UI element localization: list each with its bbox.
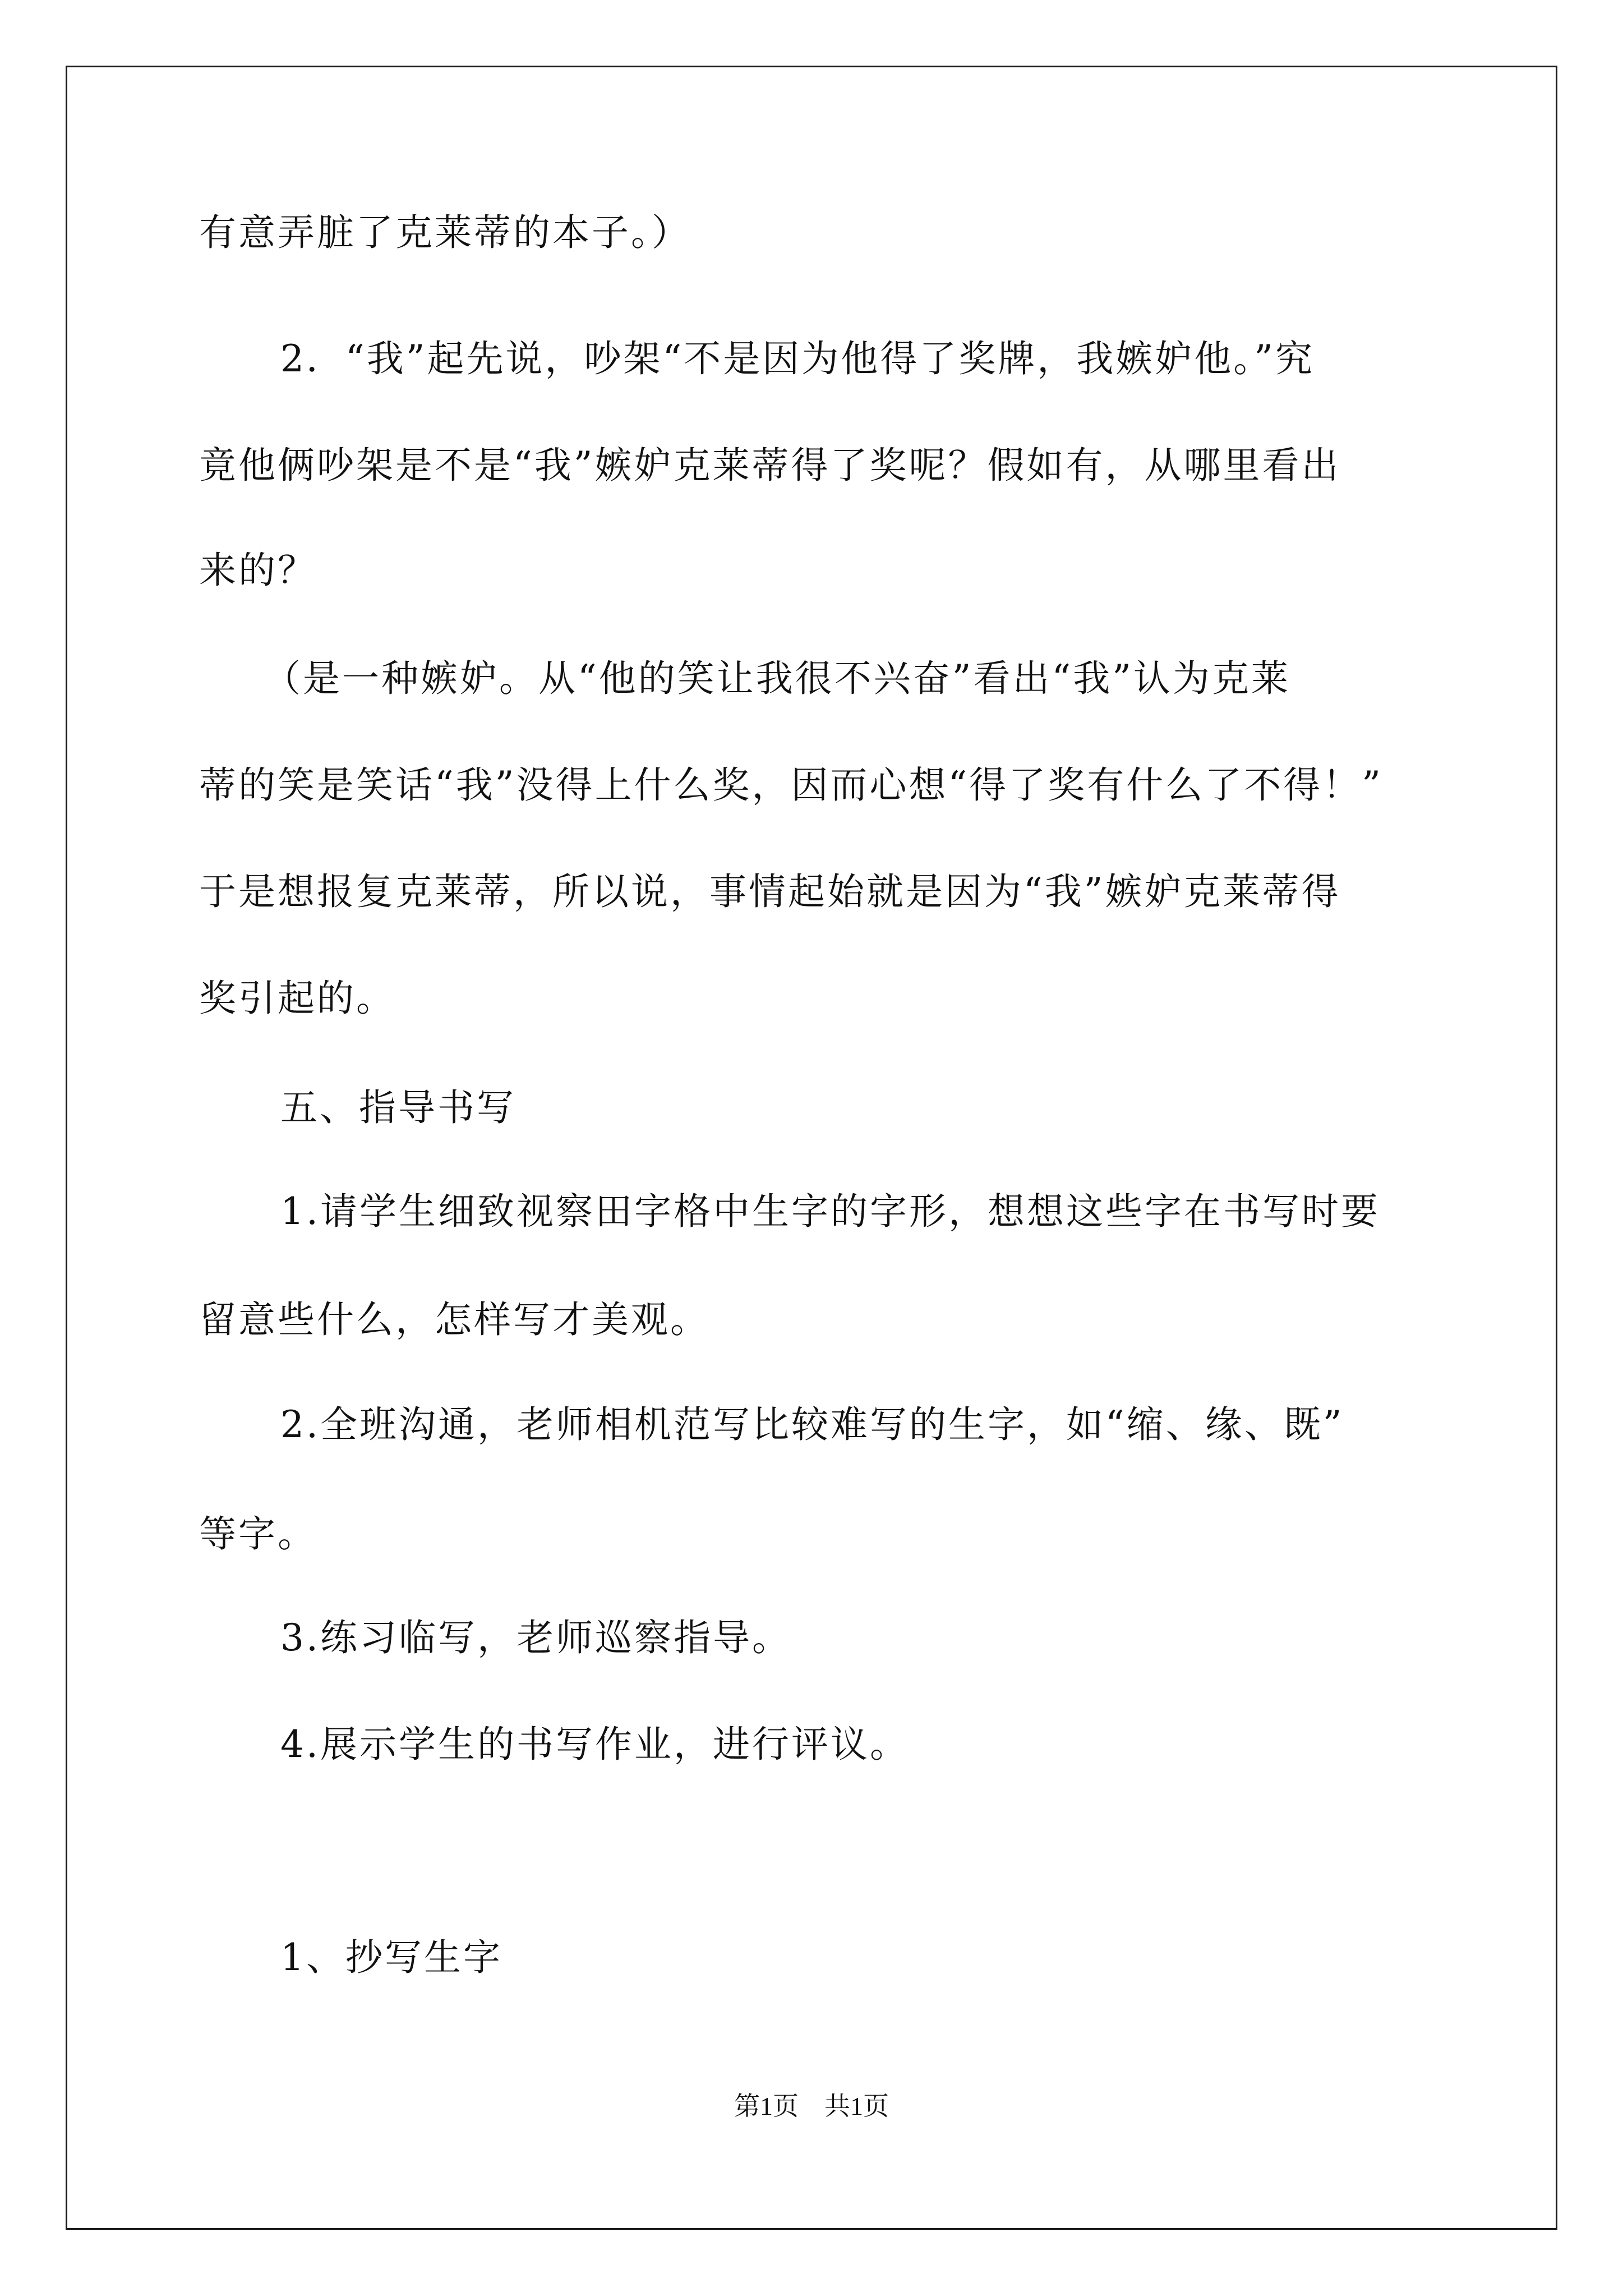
text-line: （是一种嫉妒。从“他的笑让我很不兴奋”看出“我”认为克莱 [264, 657, 1290, 700]
text-line: 来的？ [199, 549, 317, 592]
text-line: 1.请学生细致视察田字格中生字的字形，想想这些字在书写时要 [280, 1190, 1380, 1233]
page-border [66, 66, 1557, 2230]
text-line: 留意些什么，怎样写才美观。 [199, 1298, 709, 1341]
text-line: 4.展示学生的书写作业，进行评议。 [280, 1723, 909, 1766]
text-line: 于是想报复克莱蒂，所以说，事情起始就是因为“我”嫉妒克莱蒂得 [199, 870, 1341, 913]
section-heading: 五、指导书写 [280, 1086, 516, 1129]
text-line: 蒂的笑是笑话“我”没得上什么奖，因而心想“得了奖有什么了不得！” [199, 763, 1383, 807]
page-footer: 第1页 共1页 [734, 2092, 889, 2120]
text-line: 有意弄脏了克莱蒂的本子。） [199, 211, 691, 254]
text-line: 2．“我”起先说，吵架“不是因为他得了奖牌，我嫉妒他。”究 [280, 337, 1315, 380]
text-line: 1、抄写生字 [280, 1936, 502, 1979]
text-line: 竟他俩吵架是不是“我”嫉妒克莱蒂得了奖呢？假如有，从哪里看出 [199, 444, 1341, 487]
text-line: 奖引起的。 [199, 977, 395, 1020]
text-line: 等字。 [199, 1512, 317, 1556]
text-line: 2.全班沟通，老师相机范写比较难写的生字，如“缩、缘、既” [280, 1403, 1344, 1446]
text-line: 3.练习临写，老师巡察指导。 [280, 1616, 791, 1659]
